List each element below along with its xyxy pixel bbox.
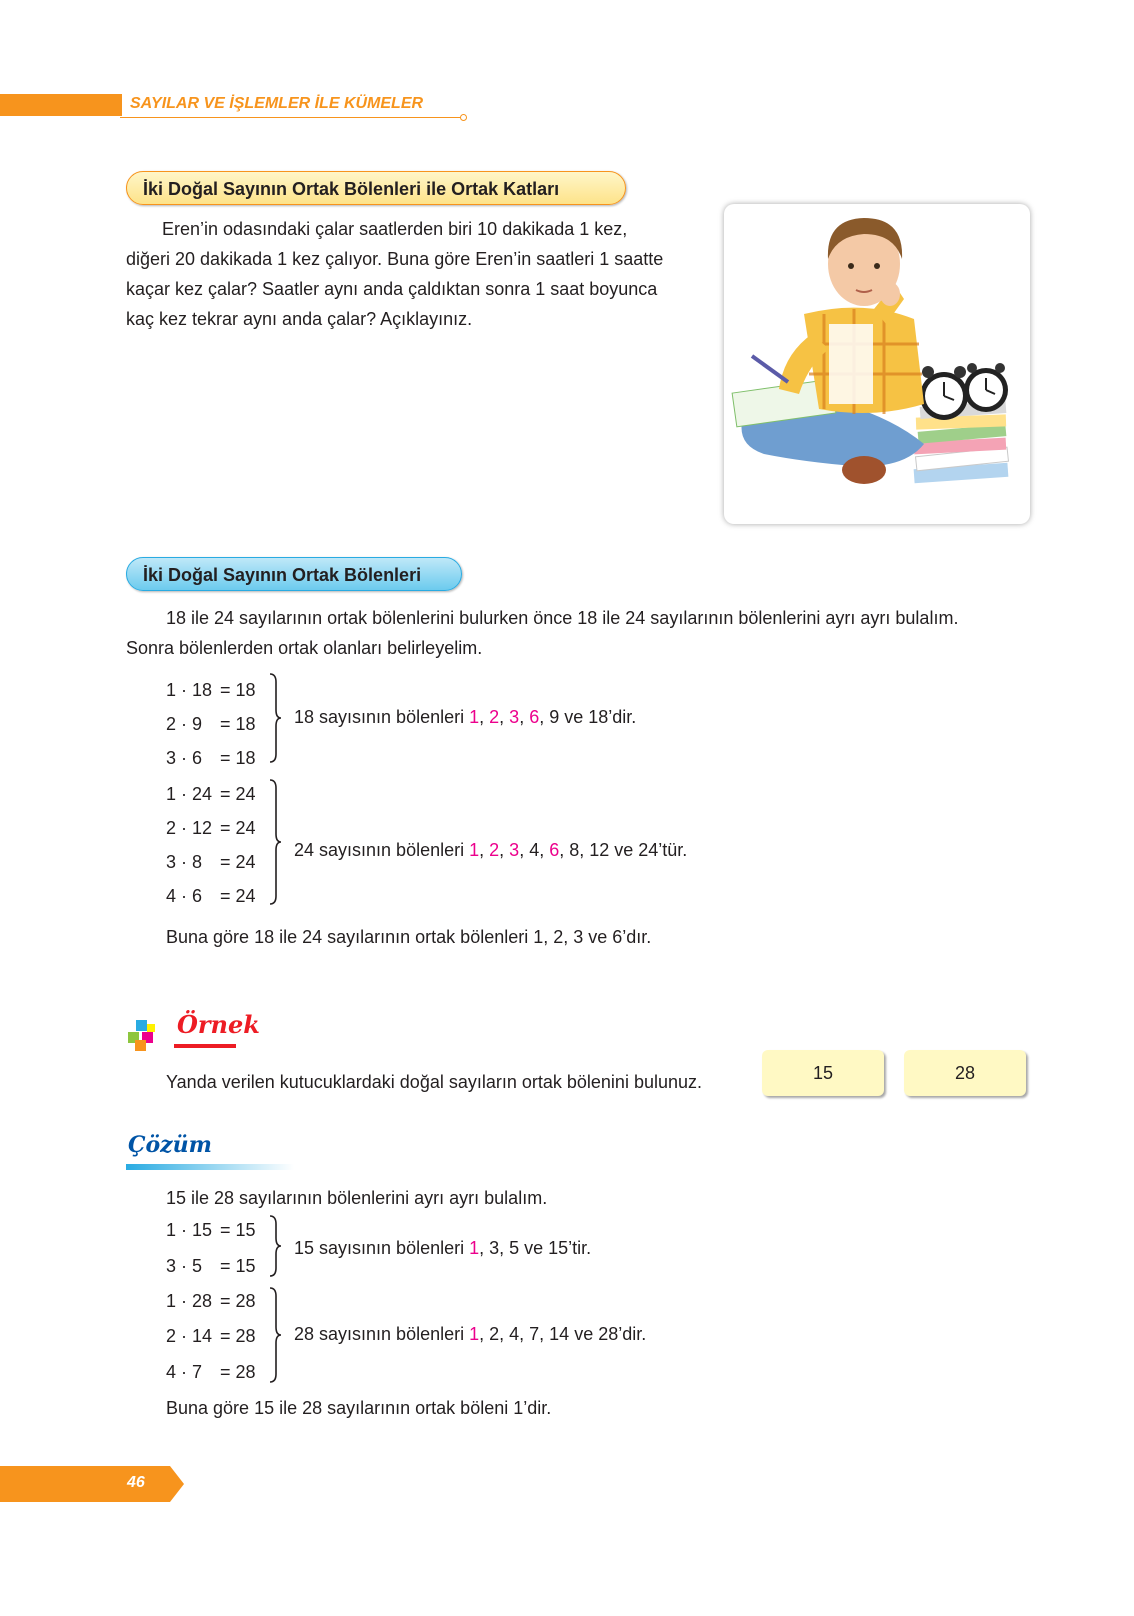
divisors-28: [294, 1324, 646, 1345]
separator: ,: [479, 840, 490, 860]
curly-brace-icon: [268, 778, 282, 906]
common-divisor: 1: [469, 1238, 480, 1258]
page-number: 46: [127, 1474, 145, 1491]
divisors-text: 24 sayısının bölenleri: [294, 840, 470, 860]
equation-rhs: = 24: [220, 784, 256, 804]
separator: , 4,: [519, 840, 550, 860]
curly-brace-icon: [268, 672, 282, 764]
common-divisor: 1: [469, 1324, 480, 1344]
separator: ,: [519, 707, 530, 727]
equation-rhs: = 18: [220, 680, 256, 700]
equation-rhs: = 24: [220, 818, 256, 838]
boy-with-clocks-photo: [724, 204, 1030, 524]
equation-rhs: = 28: [220, 1362, 256, 1382]
common-divisor: 1: [469, 707, 480, 727]
footer-arrow: [170, 1466, 184, 1502]
equation-lhs: 1 · 18: [166, 680, 213, 700]
divisors-18: [294, 707, 636, 728]
equation-rhs: = 28: [220, 1291, 256, 1311]
equation-lhs: 3 · 8: [166, 852, 203, 872]
equation-rhs: = 15: [220, 1256, 256, 1276]
equation-lhs: 3 · 6: [166, 748, 203, 768]
section2-intro-line2: Sonra bölenlerden ortak olanları belirleyelim.: [126, 638, 483, 658]
example-underline: [174, 1044, 236, 1048]
header-underline: [120, 117, 462, 118]
common-divisor: 6: [549, 840, 560, 860]
alarm-clock-icon: [920, 366, 968, 420]
solution-conclusion: Buna göre 15 ile 28 sayılarının ortak böleni 1’dir.: [166, 1398, 552, 1418]
number-box: 28: [904, 1050, 1026, 1096]
section2-conclusion: Buna göre 18 ile 24 sayılarının ortak bölenleri 1, 2, 3 ve 6’dır.: [166, 927, 652, 947]
divisors-text: , 2, 4, 7, 14 ve 28’dir.: [479, 1324, 647, 1344]
equation-lhs: 2 · 9: [166, 714, 203, 734]
common-divisor: 1: [469, 840, 480, 860]
example-question: Yanda verilen kutucuklardaki doğal sayıların ortak bölenini bulunuz.: [166, 1072, 702, 1092]
separator: ,: [479, 707, 490, 727]
header-bar: [0, 94, 122, 116]
number-box: 15: [762, 1050, 884, 1096]
section1-line: diğeri 20 dakikada 1 kez çalıyor. Buna göre Eren’in saatleri 1 saatte: [126, 249, 664, 269]
equation-rhs: = 15: [220, 1220, 256, 1240]
common-divisor: 3: [509, 840, 520, 860]
divisors-24: [294, 840, 687, 861]
divisors-text: , 9 ve 18’dir.: [539, 707, 637, 727]
divisors-text: 18 sayısının bölenleri: [294, 707, 470, 727]
common-divisor: 2: [489, 840, 500, 860]
equation-rhs: = 18: [220, 714, 256, 734]
section1-title: İki Doğal Sayının Ortak Bölenleri ile Ortak Katları: [126, 171, 626, 205]
header-arrow: [108, 94, 122, 116]
curly-brace-icon: [268, 1214, 282, 1278]
divisors-text: , 8, 12 ve 24’tür.: [559, 840, 688, 860]
separator: ,: [499, 707, 510, 727]
divisors-text: , 3, 5 ve 15’tir.: [479, 1238, 592, 1258]
equation-lhs: 1 · 15: [166, 1220, 213, 1240]
common-divisor: 6: [529, 707, 540, 727]
common-divisor: 3: [509, 707, 520, 727]
equation-lhs: 4 · 7: [166, 1362, 203, 1382]
common-divisor: 2: [489, 707, 500, 727]
section2-intro-line1: 18 ile 24 sayılarının ortak bölenlerini bulurken önce 18 ile 24 sayılarının bölenlerini ayrı ayrı bulalım.: [166, 608, 959, 628]
solution-underline: [126, 1164, 294, 1170]
equation-lhs: 1 · 24: [166, 784, 213, 804]
cubes-icon: [126, 1018, 158, 1052]
section1-line: Eren’in odasındaki çalar saatlerden biri 10 dakikada 1 kez,: [162, 219, 628, 239]
equation-lhs: 2 · 12: [166, 818, 213, 838]
divisors-text: 15 sayısının bölenleri: [294, 1238, 470, 1258]
divisors-text: 28 sayısının bölenleri: [294, 1324, 470, 1344]
section1-line: kaç kez tekrar aynı anda çalar? Açıklayınız.: [126, 309, 473, 329]
divisors-15: [294, 1238, 591, 1259]
equation-rhs: = 24: [220, 886, 256, 906]
equation-rhs: = 24: [220, 852, 256, 872]
equation-lhs: 4 · 6: [166, 886, 203, 906]
example-label: Örnek: [177, 1010, 260, 1039]
section2-title: İki Doğal Sayının Ortak Bölenleri: [126, 557, 462, 591]
equation-lhs: 1 · 28: [166, 1291, 213, 1311]
equation-rhs: = 18: [220, 748, 256, 768]
solution-label: Çözüm: [128, 1132, 212, 1158]
equation-lhs: 2 · 14: [166, 1326, 213, 1346]
section1-paragraph: [126, 214, 706, 334]
header-dot: [460, 114, 467, 121]
boy-illustration: [724, 204, 1030, 524]
equation-rhs: = 28: [220, 1326, 256, 1346]
alarm-clock-icon: [964, 363, 1008, 412]
equation-lhs: 3 · 5: [166, 1256, 203, 1276]
chapter-title: SAYILAR VE İŞLEMLER İLE KÜMELER: [130, 95, 424, 112]
separator: ,: [499, 840, 510, 860]
section1-line: kaçar kez çalar? Saatler aynı anda çaldıktan sonra 1 saat boyunca: [126, 279, 658, 299]
curly-brace-icon: [268, 1286, 282, 1384]
solution-intro: 15 ile 28 sayılarının bölenlerini ayrı ayrı bulalım.: [166, 1188, 548, 1208]
